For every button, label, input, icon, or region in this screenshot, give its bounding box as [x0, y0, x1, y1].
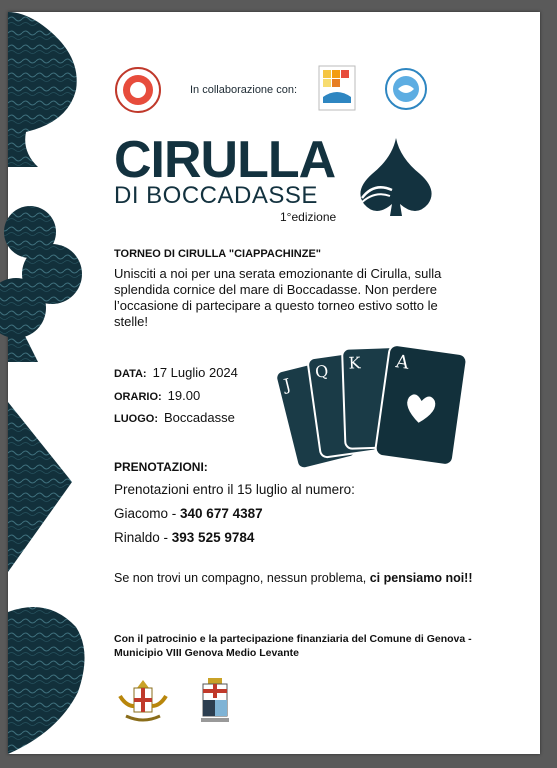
- card-q: Q: [313, 361, 330, 382]
- note-bold: ci pensiamo noi!!: [369, 571, 473, 585]
- contact-giacomo: [114, 506, 263, 521]
- date-value: 17 Luglio 2024: [152, 365, 238, 380]
- spade-wave-icon: [354, 138, 438, 218]
- circolo-universitario-logo: [114, 66, 162, 114]
- contact-name: Giacomo -: [114, 506, 181, 521]
- event-title: CIRULLA: [114, 131, 336, 189]
- club-shape: [0, 206, 82, 362]
- intro-text: Unisciti a noi per una serata emozionante di Cirulla, sulla splendida cornice del mare di Boccadasse. Non perdere l’occasione di partecipare a questo torneo estivo sotto le stelle!: [114, 266, 442, 329]
- municipio-crest: [198, 676, 232, 726]
- collaboration-label: In collaborazione con:: [190, 84, 298, 96]
- edition-label: 1°edizione: [280, 210, 337, 224]
- booking-heading: PRENOTAZIONI:: [114, 460, 208, 474]
- place-label: LUOGO:: [114, 413, 158, 425]
- heart-shape-bottom: [8, 607, 85, 754]
- poster-page: [8, 12, 540, 754]
- time-value: 19.00: [167, 388, 201, 403]
- spade-shape-top: [8, 12, 77, 167]
- contact-phone[interactable]: 340 677 4387: [180, 506, 263, 521]
- contact-name: Rinaldo -: [114, 530, 172, 545]
- note-plain: Se non trovi un compagno, nessun problema,: [114, 571, 370, 585]
- contact-phone[interactable]: 393 525 9784: [171, 530, 255, 545]
- booking-text: Prenotazioni entro il 15 luglio al numero:: [114, 482, 355, 497]
- diamond-shape: [8, 402, 72, 572]
- place-row: [114, 410, 235, 425]
- patronage-text: Con il patrocinio e la partecipazione finanziaria del Comune di Genova - Municipio VIII Genova Medio Levante: [114, 633, 472, 659]
- cdv-boccadasse-logo: [318, 65, 356, 111]
- contact-rinaldo: [114, 530, 254, 545]
- comune-genova-crest: [116, 676, 170, 726]
- playing-cards-illustration: [281, 342, 470, 472]
- date-row: [114, 365, 238, 380]
- partner-note: [114, 571, 473, 585]
- tournament-heading: TORNEO DI CIRULLA "CIAPPACHINZE": [114, 248, 322, 260]
- card-k: K: [348, 353, 361, 373]
- card-a: A: [394, 351, 411, 374]
- event-subtitle: DI BOCCADASSE: [114, 182, 318, 209]
- date-label: DATA:: [114, 368, 147, 380]
- place-value: Boccadasse: [164, 410, 235, 425]
- card-j: J: [281, 374, 293, 395]
- decorative-suits-border: [8, 12, 98, 754]
- associazione-logo: [384, 67, 428, 111]
- time-label: ORARIO:: [114, 391, 162, 403]
- time-row: [114, 388, 200, 403]
